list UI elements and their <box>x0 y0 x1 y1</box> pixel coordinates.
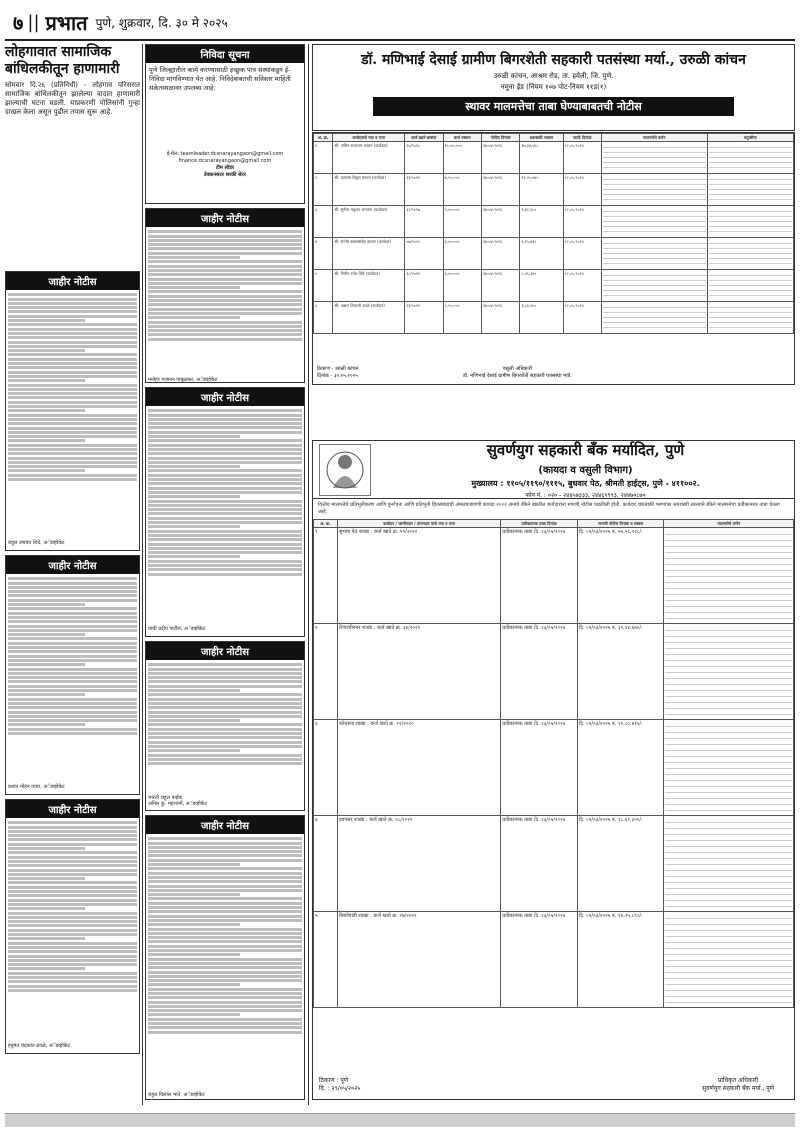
table-cell: २,५०,००० <box>443 302 481 334</box>
possession-notice-header <box>312 44 795 131</box>
table-cell: २२.०५.२०२५ <box>563 206 601 238</box>
bank-logo-icon <box>319 444 371 496</box>
column-one <box>5 44 140 1105</box>
table-cell: श्री. दत्तात्रय विठ्ठल कांचन (कर्जदार) <box>333 174 405 206</box>
table-cell: ५,००,००० <box>443 206 481 238</box>
notice-title: जाहीर नोटीस <box>6 800 139 818</box>
notice-signature: हनुमंत चंद्रकांत ढवळे, अॅडव्होकेट <box>8 1043 71 1049</box>
table-row <box>314 206 794 238</box>
bank-address: मुख्यालय : ११०५/११९०/१११५, बुधवार पेठ, श्रीमती हाईट्स, पुणे - ४११००२. <box>471 479 700 488</box>
table-cell: २२.०५.२०२५ <box>563 302 601 334</box>
table-cell: ५ <box>314 270 333 302</box>
notice-body <box>146 406 304 626</box>
bank-notice-header <box>313 441 794 499</box>
column-header: कर्जदार / जामीनदार / तारणदार यांचे नाव व पत्ता <box>338 520 501 528</box>
notice-body <box>146 660 304 795</box>
notice-signature: मनोहर गजानन पाबुळकर, अॅडव्होकेट <box>148 377 218 383</box>
column-header: मालमत्तेचे वर्णन <box>601 134 707 142</box>
email-line: ई-मेल: teamleader.dcsnarayangaon@gmail.com <box>166 151 284 157</box>
table-cell: ४,००,००० <box>443 238 481 270</box>
table-cell: ७,५०,००० <box>443 174 481 206</box>
public-notice <box>145 387 305 637</box>
column-header: अ. क्र. <box>314 134 333 142</box>
bank-notice-intro: वित्तीय मालमत्तेचे प्रतिभूतीकरण आणि पुनर्रचना आणि प्रतिभूती हितसंबंधाची अंमलबजावणी कायदा २००२ अन्वये बँकेने खालील कर्जदारांना मागणी नोटीस पाठविली होती. कर्जदार थकबाकी भरण्यास अयशस्वी ठरल्याने बँकेने मालमत्तेचा प्रतीकात्मक ताबा घेतला आहे. <box>318 502 780 515</box>
table-cell: ३ <box>314 720 338 816</box>
table-cell: १ <box>314 142 333 174</box>
table-cell <box>664 528 794 624</box>
bank-notice-date: दि. : २९/०५/२०२५ <box>319 1085 361 1092</box>
table-cell: शिवाजीनगर शाखा : कर्ज खाते क्र. ३४/२०२१ <box>338 624 501 720</box>
column-header: जप्ती दिनांक <box>563 134 601 142</box>
table-cell: दि. ०५/०३/२०२५ रु. ५५,५८,९२८/- <box>577 528 663 624</box>
table-cell <box>601 302 707 334</box>
possession-table <box>312 132 795 385</box>
table-cell <box>601 238 707 270</box>
table-cell: १०,००,००० <box>443 142 481 174</box>
column-header: कर्ज रक्कम <box>443 134 481 142</box>
table-header <box>314 134 794 142</box>
notice-title: जाहीर नोटीस <box>6 556 139 574</box>
table-cell: १७.०४.२०२५ <box>481 270 519 302</box>
notice-body <box>6 818 139 1043</box>
tender-text: पुणे जिल्ह्यातील कामे करण्यासाठी इच्छुक पात्र संस्थांकडून ई-निविदा मागविण्यात येत आहे. निविदेबाबतची सविस्तर माहिती संकेतस्थळावर उपलब्ध आहे. <box>149 66 291 92</box>
notice-body <box>6 290 139 540</box>
table-cell <box>664 720 794 816</box>
column-header: मालमत्तेचे वर्णन <box>664 520 794 528</box>
table-cell: दि. ०५/०३/२०२५ रु. १८,६२,३००/- <box>577 816 663 912</box>
table-cell <box>664 912 794 1008</box>
table-cell: श्री. अक्षय शिवाजी काळे (कर्जदार) <box>333 302 405 334</box>
table-cell: ४ <box>314 816 338 912</box>
notice-title: जाहीर नोटीस <box>146 816 304 834</box>
table-row <box>314 720 794 816</box>
headline: लोहगावात सामाजिक बांधिलकीतून हाणामारी <box>5 44 120 77</box>
table-cell <box>664 624 794 720</box>
table-cell <box>707 270 793 302</box>
table-cell: ३२/२०१७ <box>405 206 443 238</box>
table-cell <box>707 238 793 270</box>
column-header: मागणी नोटीस दिनांक व रक्कम <box>577 520 663 528</box>
tender-title: निविदा सूचना <box>146 45 304 63</box>
column-header: चतुःसीमा <box>707 134 793 142</box>
column-header: अ. क्र. <box>314 520 338 528</box>
table-cell: प्रतीकात्मक ताबा दि. २३/०५/२०२५ <box>501 528 578 624</box>
notice-place: ठिकाण - उरुळी कांचन <box>317 366 359 372</box>
story-lead: सोमवार दि.२६ (प्रतिनिधी) - लोहगाव परिसरात सामाजिक बांधिलकीतून झालेल्या वादात हाणामारी झाल्याची घटना घडली. याप्रकरणी पोलिसांनी गुन्हा दाखल केला असून पुढील तपास सुरू आहे. <box>5 81 140 116</box>
notice-body <box>146 834 304 1092</box>
column-header: थकबाकी रक्कम <box>520 134 563 142</box>
page-footer-bar <box>5 1113 795 1127</box>
notice-address: उरुळी कांचन, आश्रम रोड, ता. हवेली, जि. पुणे. <box>493 72 614 80</box>
table-cell: प्रतीकात्मक ताबा दि. २३/०५/२०२५ <box>501 720 578 816</box>
tender-notice <box>145 44 305 204</box>
table-cell: ६ <box>314 302 333 334</box>
table-cell: २ <box>314 174 333 206</box>
notice-signature: प्राची प्रदीप पाटील, अॅडव्होकेट <box>148 626 206 632</box>
table-cell: १७.०४.२०२५ <box>481 174 519 206</box>
story-body <box>5 81 140 271</box>
table-cell: २१/२०२१ <box>405 302 443 334</box>
table-cell <box>601 270 707 302</box>
notice-signature: राहुल जयवंत शिंदे, अॅडव्होकेट <box>8 540 65 546</box>
notice-body <box>6 574 139 784</box>
table-cell: २५/२०१८ <box>405 142 443 174</box>
table-cell <box>707 174 793 206</box>
table-row <box>314 174 794 206</box>
table-cell: श्री. सुनील मधुकर जगताप (कर्जदार) <box>333 206 405 238</box>
table-cell: २ <box>314 624 338 720</box>
table-header <box>314 520 794 528</box>
bank-possession-notice <box>312 440 795 1100</box>
column-header: नोटीस दिनांक <box>481 134 519 142</box>
table-cell: १ <box>314 528 338 624</box>
table-row <box>314 270 794 302</box>
table-cell <box>664 816 794 912</box>
table-cell: दि. ०५/०३/२०२५ रु. २१,८०,४१५/- <box>577 720 663 816</box>
table-row <box>314 624 794 720</box>
table-cell: ११/२०१९ <box>405 174 443 206</box>
notice-date: दिनांक - ३०.०५.२०२५ <box>317 373 358 379</box>
notice-rule: नमुना ईड (नियम १०७ पोट-नियम ११ड(१) <box>500 83 607 91</box>
notice-signatory: वसुली अधिकारी <box>502 366 532 372</box>
bank-notice-place: ठिकाण : पुणे <box>319 1077 349 1084</box>
public-notice <box>145 815 305 1100</box>
column-divider <box>142 44 143 1105</box>
table-cell: ११,२०,४४० <box>520 174 563 206</box>
notice-title: जाहीर नोटीस <box>146 642 304 660</box>
notice-signature: अनिल कु. महाजनी, अॅडव्होकेट <box>148 801 208 807</box>
column-divider <box>308 44 309 1105</box>
notice-body <box>146 227 304 377</box>
table-cell: ३,००,००० <box>443 270 481 302</box>
public-notice <box>5 555 140 795</box>
table-cell: ४ <box>314 238 333 270</box>
bank-subtitle: (कायदा व वसुली विभाग) <box>538 465 633 476</box>
notice-banner: स्थावर मालमत्तेचा ताबा घेण्याबाबतची नोटीस <box>373 97 734 116</box>
table-cell: श्री. अमित राजाराम कांचन (कर्जदार) <box>333 142 405 174</box>
table-row <box>314 142 794 174</box>
table-cell: प्रतीकात्मक ताबा दि. २३/०५/२०२५ <box>501 912 578 1008</box>
table-cell: श्री. नितीन रमेश शिंदे (कर्जदार) <box>333 270 405 302</box>
column-header: प्रतीकात्मक ताबा दिनांक <box>501 520 578 528</box>
table-cell: ९,४२,१८० <box>520 206 563 238</box>
public-notice <box>5 271 140 551</box>
table-cell: १७,३३,५६८ <box>520 142 563 174</box>
table-cell: कोथरूड शाखा : कर्ज खाते क्र. १२/२०२० <box>338 720 501 816</box>
notice-signature: प्रशांत मोहन पवार, अॅडव्होकेट <box>8 784 65 790</box>
table-cell: ३ <box>314 206 333 238</box>
table-cell: ५ <box>314 912 338 1008</box>
tender-signer: टीम लीडर <box>216 165 234 171</box>
email-line: finance.dcsnarayangaon@gmail.com <box>178 158 272 164</box>
public-notice <box>145 641 305 811</box>
notice-signatory-org: डॉ. मणिभाई देसाई ग्रामीण बिगरशेती सहकारी पतसंस्था मर्या. <box>463 373 572 379</box>
column-header: कर्जदाराचे नाव व पत्ता <box>333 134 405 142</box>
masthead-bar: ७ || प्रभात पुणे, शुक्रवार, दि. ३० मे २०२५ <box>5 5 795 41</box>
notice-org-title: डॉ. मणिभाई देसाई ग्रामीण बिगरशेती सहकारी पतसंस्था मर्या., उरुळी कांचन <box>361 52 746 68</box>
table-cell: बिबवेवाडी शाखा : कर्ज खाते क्र. २७/२०२२ <box>338 912 501 1008</box>
table-cell: दि. ०५/०३/२०२५ रु. १४,२५,८९०/- <box>577 912 663 1008</box>
notice-signature: राहुल विलास भाते, अॅडव्होकेट <box>148 1092 205 1098</box>
table-cell: प्रतीकात्मक ताबा दि. २३/०५/२०२५ <box>501 816 578 912</box>
table-row <box>314 302 794 334</box>
table-cell: हडपसर शाखा : कर्ज खाते क्र. ०८/२०१९ <box>338 816 501 912</box>
table-cell: ३,८४,९०० <box>520 302 563 334</box>
table-cell: १७.०४.२०२५ <box>481 238 519 270</box>
masthead-title: प्रभात <box>45 10 88 35</box>
bank-signatory-org: सुवर्णयुग सहकारी बँक मर्या., पुणे <box>702 1085 774 1092</box>
table-cell: १८/२०१९ <box>405 270 443 302</box>
table-cell: २२.०५.२०२५ <box>563 174 601 206</box>
column-two <box>145 44 305 1105</box>
bank-signatory: प्राधिकृत अधिकारी <box>717 1077 759 1084</box>
table-row <box>314 528 794 624</box>
public-notice <box>145 208 305 383</box>
public-notice <box>5 799 140 1054</box>
table-cell: २२.०५.२०२५ <box>563 142 601 174</box>
table-cell <box>601 206 707 238</box>
notice-title: जाहीर नोटीस <box>6 272 139 290</box>
table-cell <box>601 142 707 174</box>
table-cell: दि. ०५/०३/२०२५ रु. ३२,१४,६७०/- <box>577 624 663 720</box>
table-cell <box>707 302 793 334</box>
notice-title: जाहीर नोटीस <box>146 209 304 227</box>
table-cell: १७.०४.२०२५ <box>481 206 519 238</box>
table-cell: २२.०५.२०२५ <box>563 270 601 302</box>
page-number: ७ <box>13 10 24 35</box>
table-row <box>314 238 794 270</box>
table-cell <box>601 174 707 206</box>
table-cell: ५,०९,३४० <box>520 270 563 302</box>
table-row <box>314 912 794 1008</box>
table-cell: ०७/२०२० <box>405 238 443 270</box>
table-cell: प्रतीकात्मक ताबा दि. २३/०५/२०२५ <box>501 624 578 720</box>
table-cell <box>707 142 793 174</box>
table-cell: श्री. संतोष बाळासाहेब कांचन (कर्जदार) <box>333 238 405 270</box>
column-header: कर्ज खाते क्रमांक <box>405 134 443 142</box>
table-cell: सुभाष पेठ शाखा : कर्ज खाते क्र. ५९/२०२२ <box>338 528 501 624</box>
table-row <box>314 816 794 912</box>
bank-phone: फोन नं. : ०२० - २४४५७३३३, २४४६९९९३, २४४७०८७० <box>525 492 646 499</box>
table-cell: १७.०४.२०२५ <box>481 302 519 334</box>
table-cell: ६,२५,७१० <box>520 238 563 270</box>
table-cell: २२.०५.२०२५ <box>563 238 601 270</box>
tender-org: डेक्कनसटर सरकी सेंटर <box>204 172 246 178</box>
bank-title: सुवर्णयुग सहकारी बँक मर्यादित, पुणे <box>486 441 685 459</box>
notice-title: जाहीर नोटीस <box>146 388 304 406</box>
table-cell <box>707 206 793 238</box>
notice-signature: भारती राहुल नाईक <box>148 795 182 801</box>
table-cell: १७.०४.२०२५ <box>481 142 519 174</box>
dateline: पुणे, शुक्रवार, दि. ३० मे २०२५ <box>95 15 228 30</box>
